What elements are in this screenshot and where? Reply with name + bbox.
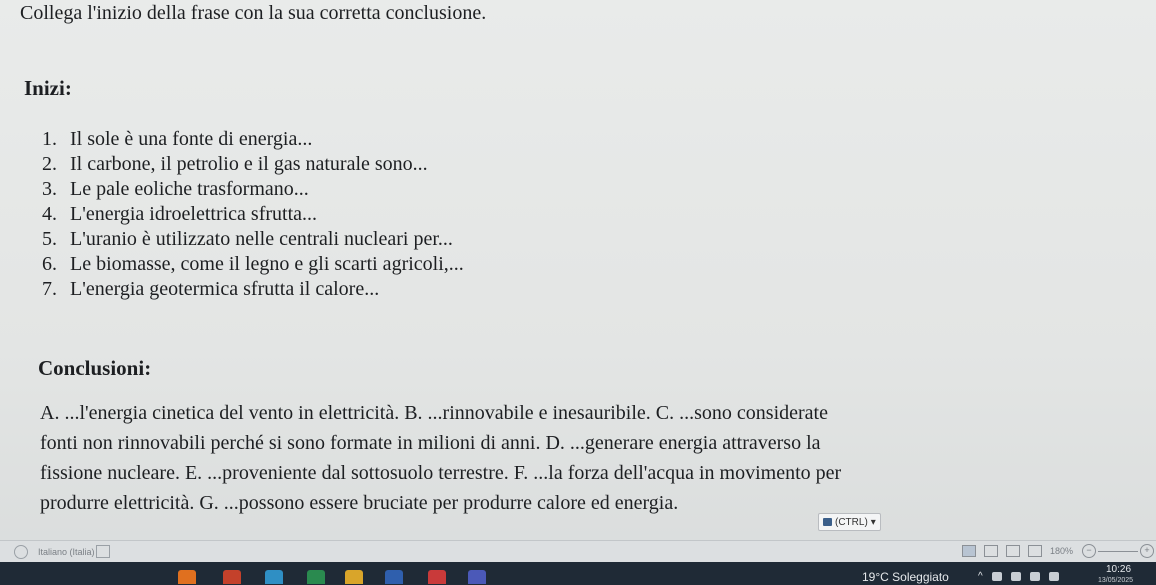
print-layout-view-icon[interactable] (962, 545, 976, 557)
zoom-slider[interactable] (1098, 551, 1138, 552)
accessibility-icon[interactable] (96, 545, 110, 558)
explorer-icon[interactable] (345, 570, 363, 584)
zoom-in-button[interactable]: + (1140, 544, 1154, 558)
conclusioni-line: produrre elettricità. G. ...possono essere bruciate per produrre calore ed energia. (40, 492, 679, 514)
focus-mode-icon[interactable] (1028, 545, 1042, 557)
word-icon[interactable] (385, 570, 403, 584)
inizi-heading: Inizi: (24, 76, 72, 100)
read-mode-view-icon[interactable] (984, 545, 998, 557)
firefox-icon[interactable] (178, 570, 196, 584)
list-item: 5. L'uranio è utilizzato nelle centrali nucleari per... (42, 228, 453, 250)
list-item: 4. L'energia idroelettrica sfrutta... (42, 203, 318, 225)
conclusioni-heading: Conclusioni: (38, 356, 152, 380)
chevron-down-icon: ▾ (870, 516, 876, 528)
paste-options-button[interactable] (818, 513, 881, 531)
conclusioni-line: fissione nucleare. E. ...proveniente dal sottosuolo terrestre. F. ...la forza dell'acqua in movimento per (40, 462, 842, 484)
list-item: 6. Le biomasse, come il legno e gli scarti agricoli,... (42, 253, 464, 275)
list-item: 1. Il sole è una fonte di energia... (42, 128, 313, 150)
excel-icon[interactable] (307, 570, 325, 584)
network-icon[interactable] (1030, 572, 1040, 581)
list-item: 7. L'energia geotermica sfrutta il calore... (42, 278, 380, 300)
teams-icon[interactable] (468, 570, 486, 584)
conclusioni-line: fonti non rinnovabili perché si sono formate in milioni di anni. D. ...generare energia attraverso la (40, 432, 821, 454)
acrobat-icon[interactable] (428, 570, 446, 584)
taskbar (0, 562, 1156, 585)
view-buttons (962, 545, 1042, 557)
clipboard-icon (823, 518, 832, 526)
zoom-level[interactable]: 180% (1050, 546, 1074, 556)
edge-icon[interactable] (265, 570, 283, 584)
clock-date[interactable]: 13/05/2025 (1098, 577, 1134, 584)
clock-time[interactable]: 10:26 (1106, 564, 1132, 575)
conclusioni-line: A. ...l'energia cinetica del vento in elettricità. B. ...rinnovabile e inesauribile. C. ...sono considerate (40, 402, 828, 424)
exercise-instruction: Collega l'inizio della frase con la sua corretta conclusione. (20, 2, 487, 24)
keyboard-icon[interactable] (1049, 572, 1059, 581)
battery-icon[interactable] (1011, 572, 1021, 581)
system-tray (978, 571, 1059, 582)
zoom-out-button[interactable]: − (1082, 544, 1096, 558)
conclusioni-paragraph (40, 398, 1040, 518)
weather-widget[interactable]: 19°C Soleggiato (862, 570, 949, 584)
language-indicator[interactable]: Italiano (Italia) (38, 547, 95, 557)
list-item: 3. Le pale eoliche trasformano... (42, 178, 309, 200)
tray-expand-icon[interactable]: ^ (978, 571, 983, 582)
paste-options-label: (CTRL) (835, 516, 868, 528)
inizi-list (42, 127, 464, 302)
web-layout-view-icon[interactable] (1006, 545, 1020, 557)
spellcheck-icon[interactable] (14, 545, 28, 559)
cloud-icon[interactable] (992, 572, 1002, 581)
status-bar (0, 540, 1156, 563)
list-item: 2. Il carbone, il petrolio e il gas naturale sono... (42, 153, 428, 175)
powerpoint-icon[interactable] (223, 570, 241, 584)
